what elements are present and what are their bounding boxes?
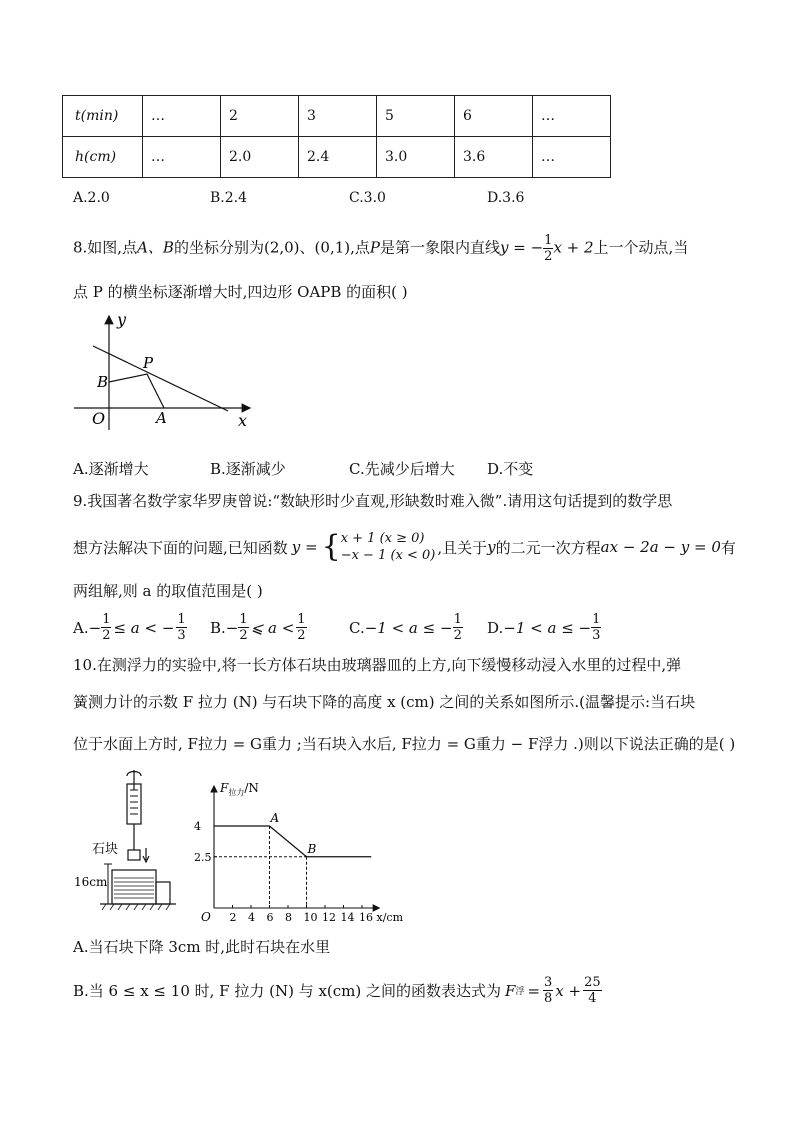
q8-line2: 点 P 的横坐标逐渐增大时,四边形 OAPB 的面积( ) [73,283,408,301]
table-cell: 5 [377,96,455,137]
x-label: x [238,411,248,430]
q8-option-b[interactable]: B.逐渐减少 [210,460,286,478]
table-row [63,96,611,137]
table-cell: … [533,137,611,178]
q8-figure [68,308,268,433]
q7-option-d[interactable]: D.3.6 [487,190,525,206]
table-cell: … [533,96,611,137]
point-label: B [307,841,317,856]
q10-line2: 簧测力计的示数 F 拉力 (N) 与石块下降的高度 x (cm) 之间的关系如图所示.(温馨提示:当石块 [73,693,696,711]
table-cell: 3.6 [455,137,533,178]
q8-option-d[interactable]: D.不变 [487,460,534,478]
table-cell: 2.4 [299,137,377,178]
point-p-label: P [143,354,154,372]
y-tick-label: 2.5 [194,850,212,864]
q10-line3: 位于水面上方时, F拉力 = G重力 ;当石块入水后, F拉力 = G重力 − F浮力 .)则以下说法正确的是( ) [73,735,736,753]
x-tick-label: 12 [322,911,336,923]
table-cell: 3 [299,96,377,137]
series-line [214,826,371,857]
q9-option-a[interactable]: A. − $\frac{1}{2}$ ≤ a < − $\frac{1}{3}$ [73,612,186,643]
x-tick-label: 6 [266,911,274,923]
q9-line2: 想方法解决下面的问题,已知函数 y = { x + 1 (x ≥ 0) −x − 1 (x < 0) ,且关于 y 的二元一次方程 ax − 2a − y = 0 有 [73,529,736,564]
y-tick-label: 4 [194,820,201,833]
force-graph [192,778,412,923]
point-b-label: B [97,373,109,391]
point-label: A [270,811,280,825]
q9-line3: 两组解,则 a 的取值范围是( ) [73,582,263,600]
table-cell: 3.0 [377,137,455,178]
q9-option-d[interactable]: D. −1 < a ≤ − $\frac{1}{3}$ [487,612,601,643]
table-cell: … [143,96,221,137]
stone-block-icon [128,850,140,860]
q8-option-a[interactable]: A.逐渐增大 [73,460,149,478]
table-row-label: t(min) [63,96,143,137]
table-cell: 2 [221,96,299,137]
q8-option-c[interactable]: C.先减少后增大 [349,460,455,478]
table-row [63,137,611,178]
x-tick-label: 4 [248,911,255,923]
x-tick-label: 2 [229,911,237,923]
q9-option-c[interactable]: C. −1 < a ≤ − $\frac{1}{2}$ [349,612,462,643]
q7-option-a[interactable]: A.2.0 [73,190,110,206]
stone-label: 石块 [92,842,119,857]
q10-line1: 10.在测浮力的实验中,将一长方体石块由玻璃器皿的上方,向下缓慢移动浸入水里的过程中,弹 [73,656,682,674]
x-axis-label: 16 x/cm [359,911,403,923]
q10-option-a[interactable]: A.当石块下降 3cm 时,此时石块在水里 [73,938,331,956]
chart-plot-area [194,781,404,923]
x-tick-label: 8 [285,911,292,923]
height-label: 16cm [74,875,108,889]
quadrilateral-edges [109,374,164,408]
table-cell: 2.0 [221,137,299,178]
y-axis-label: $F_{拉力}/N$ [220,781,259,797]
q8-line1: 8.如图,点A、B的坐标分别为(2,0)、(0,1),点P是第一象限内直线y = − $\frac{1}{2}$ x + 2上一个动点,当 [73,233,689,264]
experiment-apparatus [72,768,182,918]
point-a-label: A [156,409,167,427]
data-table [62,95,611,178]
q7-option-c[interactable]: C.3.0 [349,190,386,206]
x-tick-label: 14 [340,911,355,923]
q10-option-b[interactable]: B.当 6 ≤ x ≤ 10 时, F 拉力 (N) 与 x(cm) 之间的函数表达式为 F 浮 = $\frac{3}{8}$ x + $\frac{25}{4}$ [73,975,601,1006]
origin-label: O [92,409,106,428]
q9-line1: 9.我国著名数学家华罗庚曾说:“数缺形时少直观,形缺数时难入微”.请用这句话提到的数学思 [73,492,673,510]
origin-label: O [201,910,211,923]
table-cell: 6 [455,96,533,137]
y-label: y [117,310,127,329]
q7-option-b[interactable]: B.2.4 [210,190,248,206]
x-tick-label: 10 [303,911,318,923]
table-row-label: h(cm) [63,137,143,178]
glass-dish-icon [112,870,156,904]
q9-option-b[interactable]: B. − $\frac{1}{2}$ ⩽ a < $\frac{1}{2}$ [210,612,306,643]
brace: { [321,529,341,564]
table-cell: … [143,137,221,178]
